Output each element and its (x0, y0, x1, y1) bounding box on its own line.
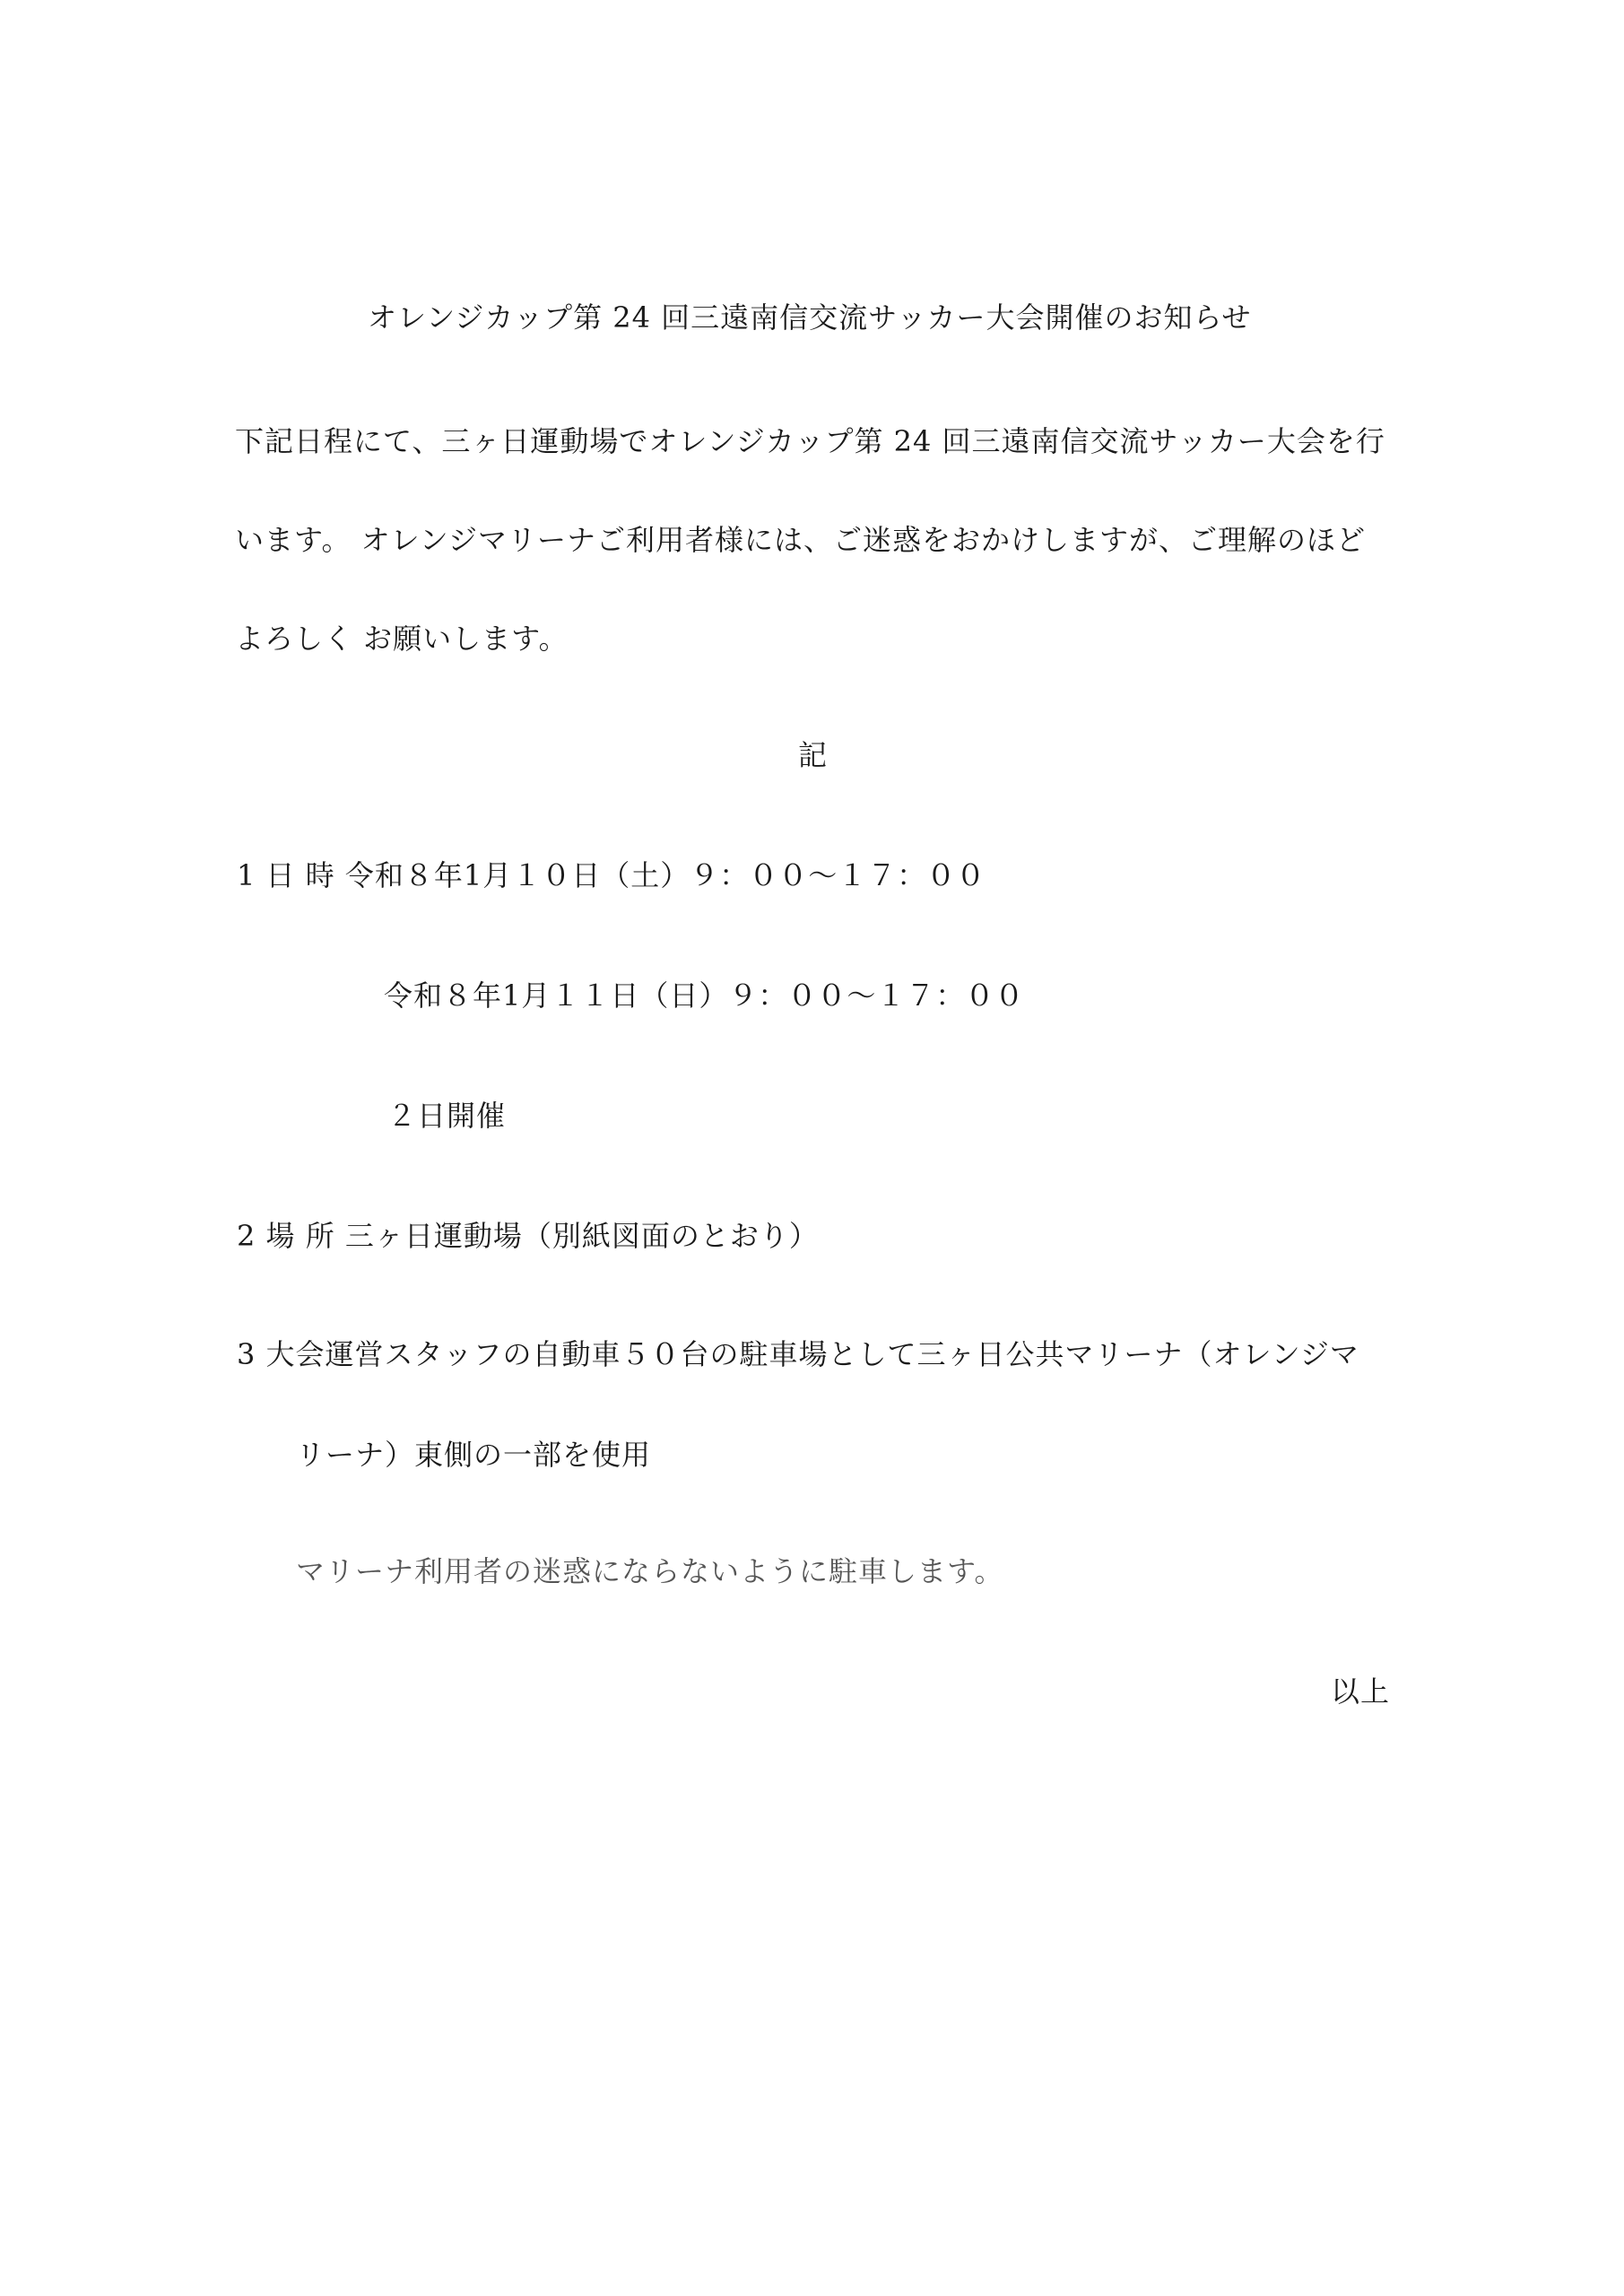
datetime-line-2: 令和８年1月１１日（日）９：００〜１７：００ (384, 978, 1025, 1013)
datetime-line-3: ２日開催 (387, 1099, 507, 1133)
parking-line-1: 3 大会運営スタッフの自動車５０台の駐車場として三ヶ日公共マリーナ（オレンジマ (237, 1337, 1359, 1371)
parking-line-2: リーナ）東側の一部を使用 (296, 1438, 652, 1472)
closing-text: 以上 (1331, 1674, 1391, 1709)
ki-heading: 記 (798, 738, 829, 772)
place-line: 2 場 所 三ヶ日運動場（別紙図面のとおり） (237, 1219, 819, 1253)
document-title: オレンジカップ第 24 回三遠南信交流サッカー大会開催のお知らせ (368, 300, 1252, 335)
intro-line-1: 下記日程にて、三ヶ日運動場でオレンジカップ第 24 回三遠南信交流サッカー大会を行 (235, 424, 1385, 458)
datetime-line-1: 1 日 時 令和８年1月１０日（土）９：００〜１７：００ (237, 858, 986, 892)
intro-line-2: います。 オレンジマリーナご利用者様には、ご迷惑をおかけしますが、ご理解のほど (235, 523, 1367, 557)
intro-line-3: よろしく お願いします。 (235, 622, 569, 656)
parking-note: マリーナ利用者の迷惑にならないように駐車します。 (296, 1554, 1004, 1588)
